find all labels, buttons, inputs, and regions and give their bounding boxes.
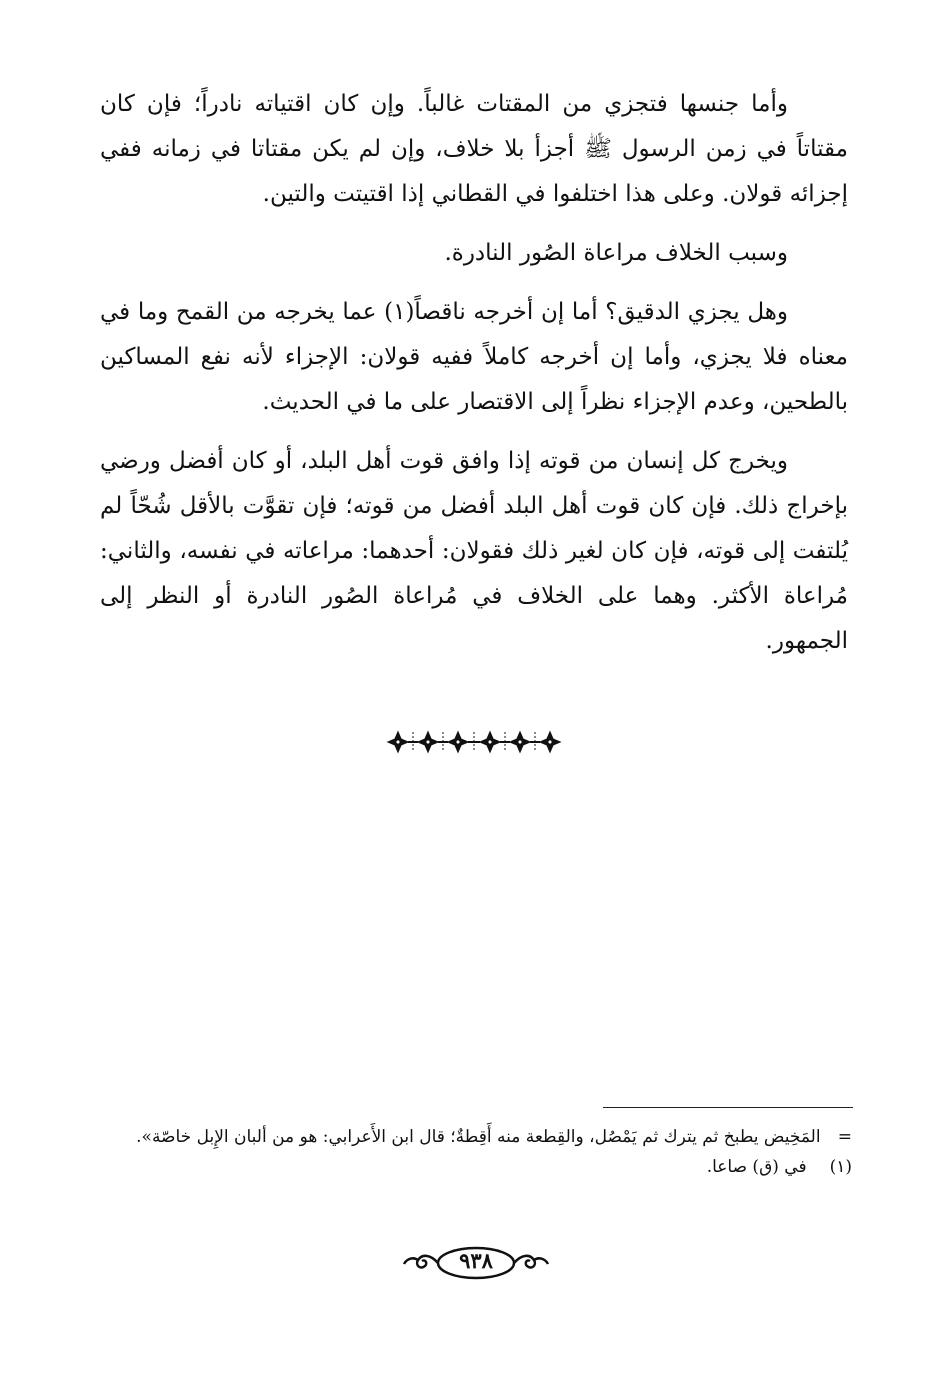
footnote-continuation (100, 1122, 852, 1152)
paragraph-text: وأما جنسها فتجزي من المقتات غالباً. وإن كان اقتياته نادراً؛ فإن كان مقتاتاً في زمن الرسول ﷺ أجزأ بلا خلاف، وإن لم يكن مقتاتا في زمانه ففي إجزائه قولان. وعلى هذا اختلفوا في القطاني إذا اقتيتت والتين. (100, 91, 848, 207)
footnote-continuation-text: المَخِيض يطبخ ثم يترك ثم يَمْصُل، والقِطعة منه أَقِطةٌ؛ قال ابن الأَعرابي: هو من ألبان الإِبل خاصّة». (136, 1127, 821, 1147)
paragraph-text: وسبب الخلاف مراعاة الصُور النادرة. (444, 240, 788, 266)
footnote-1-text: في (ق) صاعا. (706, 1157, 807, 1177)
footnote-continuation-marker: = (837, 1127, 852, 1147)
paragraph-1 (100, 82, 848, 217)
floral-ornament-icon (384, 728, 564, 756)
paragraph-text: وهل يجزي الدقيق؟ أما إن أخرجه ناقصاً(١) عما يخرجه من القمح وما في معناه فلا يجزي، وأما إن أخرجه كاملاً ففيه قولان: الإجزاء لأنه نفع المساكين بالطحين، وعدم الإجزاء نظراً إلى الاقتصار على ما في الحديث. (100, 299, 848, 415)
paragraph-3 (100, 290, 848, 425)
paragraph-2 (100, 231, 848, 276)
footnote-separator (603, 1107, 853, 1108)
page-number: ٩٣٨ (459, 1248, 493, 1273)
footnote-1-marker: (١) (829, 1157, 852, 1177)
page-number-block (400, 1242, 552, 1284)
footnotes (100, 1122, 852, 1182)
footnote-1 (100, 1152, 852, 1182)
paragraph-4 (100, 439, 848, 664)
paragraph-text: ويخرج كل إنسان من قوته إذا وافق قوت أهل البلد، أو كان أفضل ورضي بإخراج ذلك. فإن كان قوت أهل البلد أفضل من قوته؛ فإن تقوَّت بالأقل شُحّاً لم يُلتفت إلى قوته، فإن كان لغير ذلك فقولان: أحدهما: مراعاته في نفسه، والثاني: مُراعاة الأكثر. وهما على الخلاف في مُراعاة الصُور النادرة أو النظر إلى الجمهور. (100, 448, 848, 654)
main-text (100, 82, 848, 678)
